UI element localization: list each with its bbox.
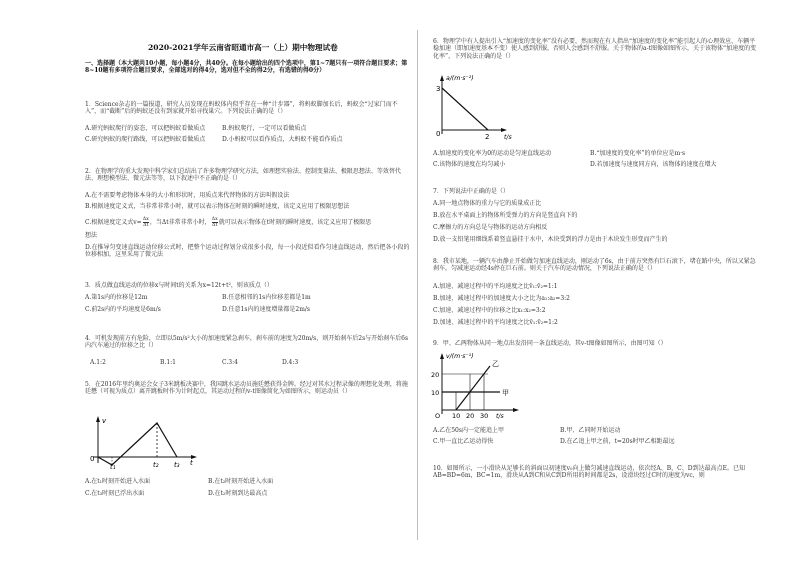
q7-option-c: C.摩擦力的方向总是与物体的运动方向相反 [433,224,548,231]
q9-graph-x30: 30 [480,412,489,420]
q6-a-arrow [440,75,444,81]
q9-option-c: C.甲一直比乙运动得快 [433,438,494,445]
q7-option-a: A.同一地点物体的重力与它的质量成正比 [433,200,542,207]
q5-option-c: C.在t₃时刻已浮出水面 [85,490,145,497]
q5-graph-origin: 0 [90,455,95,463]
q2-option-c-cont: 想法 [85,232,98,239]
q9-graph-x10: 10 [452,412,461,420]
q2-option-c-mid: ，当Δt非常非常小时， [149,219,211,226]
q6-at-line [442,88,488,130]
q9-vt-graph [430,350,530,422]
section1-heading: 一、选择题（本大题共10小题，每小题4分，共40分。在每小题给出的四个选项中，第1~7题只有一项符合题目要求；第8~10题有多项符合题目要求，全部选对的得4分，选对但不全的得2分，有选错的得0分） [85,60,408,75]
q6-at-graph [430,70,520,142]
q4-option-b: B.1:1 [160,359,176,366]
q9-yi-line [456,366,490,410]
q9-stem: 9．甲、乙两物体从同一地点出发沿同一条直线运动，其v-t图像如图所示，由图可知（） [433,340,667,347]
q4-option-a: A.1:2 [90,359,106,366]
q6-option-b: B.“加速度的变化率”的单位应是m·s [590,150,686,157]
q6-graph-y-label: a/(m·s⁻²) [446,75,474,82]
q9-graph-x-label: t/s [496,413,504,420]
q3-option-b: B.任意相邻的1s内位移差都是1m [222,294,311,301]
q7-option-d: D.放一支铅笔用细线系着竖直悬挂于水中，木块受到的浮力是由于木块发生形变而产生的 [433,236,668,243]
q9-graph-yi: 乙 [492,360,499,368]
q4-stem: 4．可机发现前方有危险，立即以5m/s²大小的加速度紧急刹车，刹车前的速度为20m/s，则开始刹车后2s与开始刹车后6s内汽车通过的位移之比（） [85,335,409,350]
q9-v-arrow [440,353,444,359]
q8-option-a: A.加速、减速过程中的平均速度之比v̄₁:v̄₂=1:1 [433,283,558,290]
q8-option-b: B.加速、减速过程中的加速度大小之比为a₁:a₂=3:2 [433,295,570,302]
q2-fraction-2 [212,217,218,228]
q2-option-c [85,217,371,228]
column-divider [417,30,418,540]
q6-graph-x-tick: 2 [485,133,490,141]
q2-fraction [143,217,149,228]
q5-stem: 5．在2016年里约奥运会女子3米跳板决赛中，我国跳水运动员施廷懋获得金牌。经过对其水过程录像的理想化处理，将施廷懋（可视为质点）离开跳板时作为计时起点，其运动过程的v-t图像简化为如图所示，则运动员（） [85,381,408,396]
q9-graph-y10: 10 [431,389,440,397]
q2-stem: 2．在物理学的重大发现中科学家们总结出了许多物理学研究方法，如理想实验法、控制变量法、极限思想法、等效替代法、理想模型法、微元法等等，以下叙述中不正确的是（） [85,168,401,183]
q6-t-arrow [501,128,507,132]
q3-option-c: C.前2s内的平均速度是6m/s [85,306,161,313]
q5-v-arrow [96,416,100,422]
q6-graph-x-label: t/s [504,134,512,141]
q9-graph-y20: 20 [431,371,440,379]
q9-graph-jia: 甲 [502,389,509,397]
q2-fraction-den: Δt [143,223,149,228]
q6-option-a: A.加速度的变化率为0的运动是匀速直线运动 [433,150,552,157]
q6-graph-origin: 0 [436,130,441,138]
q3-option-d: D.任意1s内的速度增量都是2m/s [222,306,311,313]
q6-graph-y-tick: 3 [436,85,441,93]
q9-graph-x20: 20 [466,412,475,420]
q10-stem: 10．如图所示，一小滑块从足够长的斜面以初速度v₀向上做匀减速直线运动，依次经A、B、C、D到达最高点E。已知AB=BD=6m，BC=1m，滑块从A到C和从C到D所用的时间都是2s，设滑块经过C时的速度为vc，则 [433,465,745,480]
q2-option-c-post: 就可以表示物体在t时刻的瞬时速度，该定义应用了极限思 [218,219,372,226]
q1-option-b: B.蚂蚁爬行，一定可以看做质点 [222,125,307,132]
q5-option-b: B.在t₂时刻开始进入水面 [208,478,274,485]
q4-option-c: C.3:4 [222,359,238,366]
q5-vt-graph [90,413,200,471]
q2-option-b: B.根据速度定义式，当非常非常小时，就可以表示物体在时刻的瞬时速度，该定义应用了极限思想法 [85,203,350,210]
q3-stem: 3．质点做直线运动的位移x与时间t的关系为x=12t+t²，则该质点（） [85,282,273,289]
q2-option-d: D.在推导匀变速直线运动位移公式时，把整个运动过程划分成很多小段，每一小段近似看作匀速直线运动，然后把各小段的位移相加，这里采用了微元法 [85,244,410,259]
q8-option-c: C.加速、减速过程中的位移之比x₁:x₂=3:2 [433,307,546,314]
q7-stem: 7．下列说法中正确的是（） [433,188,509,195]
q8-stem: 8．我市某地，一辆汽车由静止开始做匀加速直线运动，刚运动了6s，由于前方突然有巨石滚下，堵在路中央，所以又紧急刹车，匀减速运动经4s停在巨石前。则关于汽车的运动情况，下列说法正确的是（） [433,258,756,273]
q1-option-d: D.小蚂蚁可以看作质点，大蚂蚁不能看作质点 [222,136,343,143]
q5-vt-line [98,423,177,465]
q8-option-d: D.加速、减速过程中的平均速度之比v̄₁:v̄₂=1:2 [433,319,558,326]
q9-graph-origin: O [435,412,441,420]
q9-graph-y-label: v/(m·s⁻¹) [446,353,474,360]
q2-fraction-num: Δx [142,217,149,222]
q1-stem: 1．Science杂志的一篇报道，研究人员发现在蚂蚁体内似乎存在一种“计步器”，将蚂蚁脚加长后，蚂蚁会“过家门而不入”，而“截断”后的蚂蚁还没有到家就开始寻找巢穴。下列说法正确的是（） [85,101,398,116]
q5-graph-t3: t₃ [174,461,180,469]
q5-graph-v-label: v [102,417,107,425]
q5-option-d: D.在t₂时刻到达最高点 [208,490,268,497]
q2-fraction2-num: Δx [211,217,218,222]
q5-graph-t2: t₂ [153,461,159,469]
q1-option-c: C.研究蚂蚁的爬行路线，可以把蚂蚁看做质点 [85,136,206,143]
q9-option-a: A.乙在50s内一定能追上甲 [433,427,504,434]
q7-option-b: B.放在水平桌面上的物体所受弹力的方向是竖直向下的 [433,212,578,219]
q2-fraction2-den: Δt [212,223,218,228]
q6-option-c: C.该物体的速度在均匀减小 [433,161,506,168]
page-title: 2020-2021学年云南省昭通市高一（上）期中物理试卷 [148,43,338,52]
q9-option-d: D.在乙追上甲之前，t=20s时甲乙相距最远 [560,438,675,445]
q6-option-d: D.若加速度与速度同方向，该物体的速度在增大 [590,161,717,168]
q2-option-c-pre: C.根据速度定义式v= [85,219,142,226]
q9-option-b: B.甲、乙同时开始运动 [560,427,621,434]
q9-t-arrow [513,408,519,412]
q5-option-a: A.在t₁时刻开始进入水面 [85,478,151,485]
q2-option-a: A.在不需要考虑物体本身的大小和形状时，用质点来代替物体的方法叫假设法 [85,192,290,199]
q1-option-a: A.研究蚂蚁爬行的姿态，可以把蚂蚁看做质点 [85,125,206,132]
q3-option-a: A.第1s内的位移是12m [85,294,148,301]
q5-graph-t-label: t [190,459,193,467]
q6-stem: 6．物理学中有人提出引入“加速度的变化率”没有必要，然而现在有人指出“加速度的变化率”能引起人的心理效应，车辆平稳加速（即加速度基本不变）使人感到舒服，否则人会感到不舒服。关于物体的a-t图像如图所示，关于该物体“加速度的变化率”，下列说法正确的是（） [433,38,757,60]
q4-option-d: D.4:3 [282,359,299,366]
q5-graph-t1: t₁ [110,463,116,471]
